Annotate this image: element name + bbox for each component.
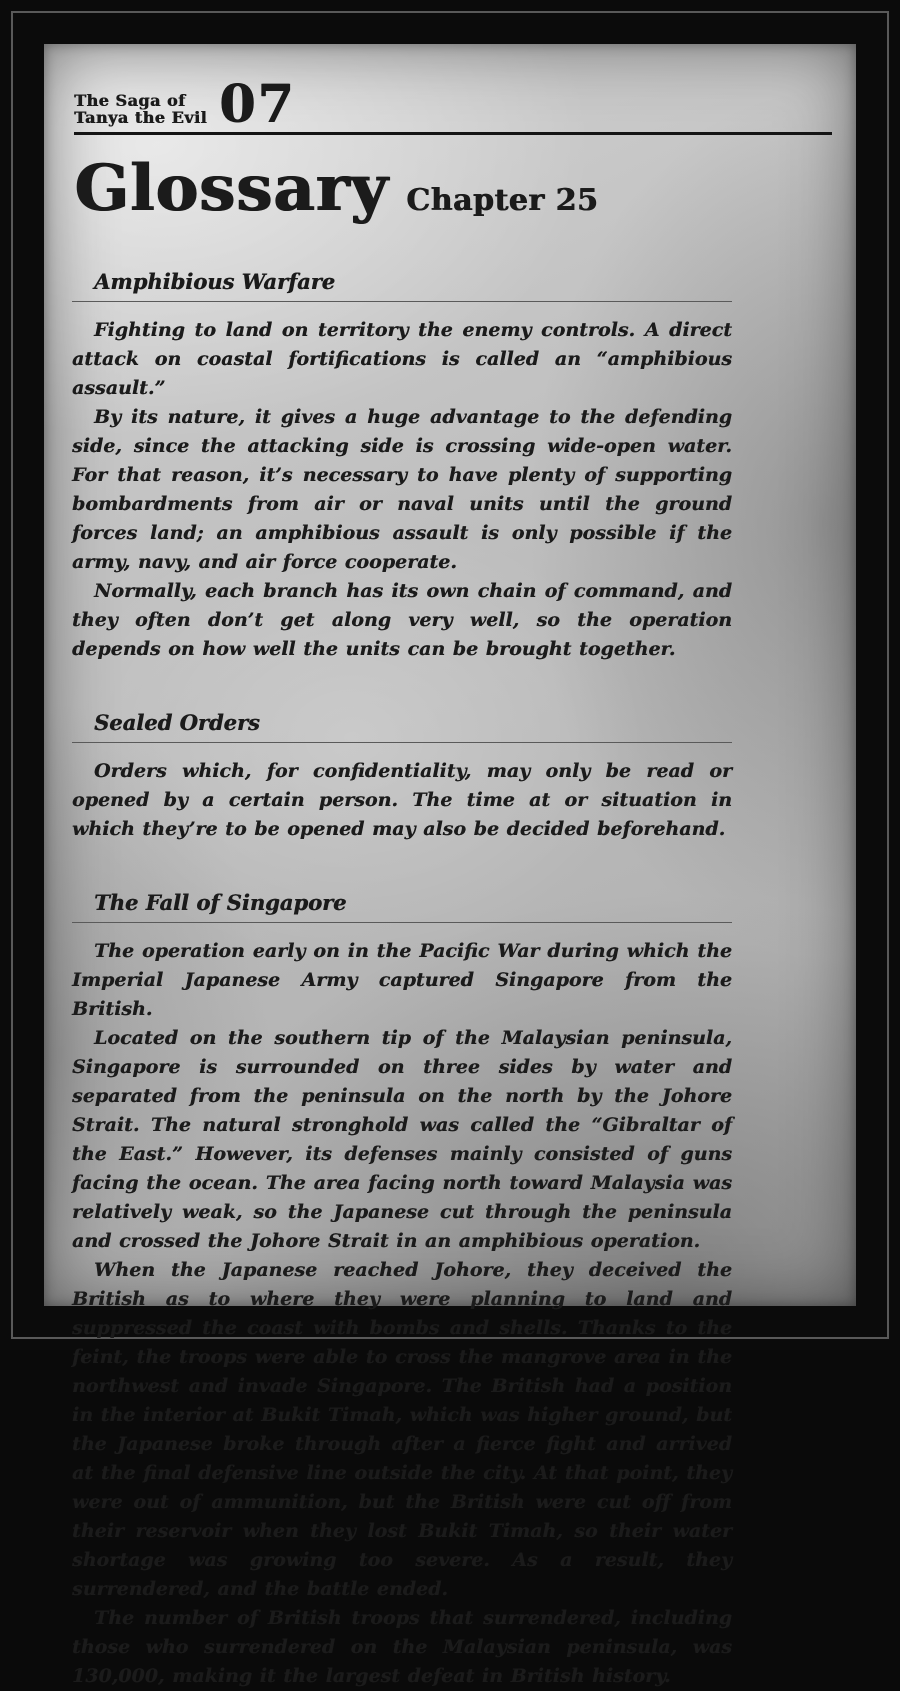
section-fall-of-singapore xyxy=(72,890,732,1691)
section-body xyxy=(72,316,732,664)
section-body xyxy=(72,757,732,844)
section-sealed-orders xyxy=(72,710,732,844)
series-logo xyxy=(74,92,207,127)
section-body xyxy=(72,937,732,1691)
section-heading: Sealed Orders xyxy=(72,710,732,743)
paragraph: The operation early on in the Pacific War during which the Imperial Japanese Army captured Singapore from the British. xyxy=(72,939,732,1020)
paragraph: By its nature, it gives a huge advantage to the defending side, since the attacking side is crossing wide-open water. For that reason, it’s necessary to have plenty of supporting bombardments from air or naval units until the ground forces land; an amphibious assault is only possible if the army, navy, and air force cooperate. xyxy=(72,405,732,573)
title-row xyxy=(74,150,856,226)
volume-number: 07 xyxy=(219,74,296,135)
chapter-label: Chapter 25 xyxy=(406,182,599,218)
header-rule xyxy=(74,132,832,135)
series-title-line1: The Saga of xyxy=(74,91,186,111)
section-amphibious-warfare xyxy=(72,269,732,664)
paragraph: Fighting to land on territory the enemy controls. A direct attack on coastal fortifications is called an “amphibious assault.” xyxy=(72,318,732,399)
paragraph: Normally, each branch has its own chain of command, and they often don’t get along very well, so the operation depends on how well the units can be brought together. xyxy=(72,579,732,660)
section-heading: Amphibious Warfare xyxy=(72,269,732,302)
page-title: Glossary xyxy=(74,150,389,226)
page-header xyxy=(74,74,832,135)
series-title-line2: Tanya the Evil xyxy=(74,108,208,128)
paragraph: When the Japanese reached Johore, they deceived the British as to where they were planning to land and suppressed the coast with bombs and shells. Thanks to the feint, the troops were able to cross the mangrove area in the northwest and invade Singapore. The British had a position in the interior at Bukit Timah, which was higher ground, but the Japanese broke through after a fierce fight and arrived at the final defensive line outside the city. At that point, they were out of ammunition, but the British were cut off from their reservoir when they lost Bukit Timah, so their water shortage was growing too severe. As a result, they surrendered, and the battle ended. xyxy=(72,1258,732,1600)
paragraph: Located on the southern tip of the Malaysian peninsula, Singapore is surrounded on three sides by water and separated from the peninsula on the north by the Johore Strait. The natural stronghold was called the “Gibraltar of the East.” However, its defenses mainly consisted of guns facing the ocean. The area facing north toward Malaysia was relatively weak, so the Japanese cut through the peninsula and crossed the Johore Strait in an amphibious operation. xyxy=(72,1026,732,1252)
paragraph: Orders which, for confidentiality, may only be read or opened by a certain person. The time at or situation in which they’re to be opened may also be decided beforehand. xyxy=(72,759,732,840)
paragraph: The number of British troops that surrendered, including those who surrendered on the Malaysian peninsula, was 130,000, making it the largest defeat in British history. xyxy=(72,1606,732,1687)
section-heading: The Fall of Singapore xyxy=(72,890,732,923)
logo-row xyxy=(74,74,832,135)
paper-page xyxy=(44,44,856,1687)
glossary-sections xyxy=(72,269,732,1691)
